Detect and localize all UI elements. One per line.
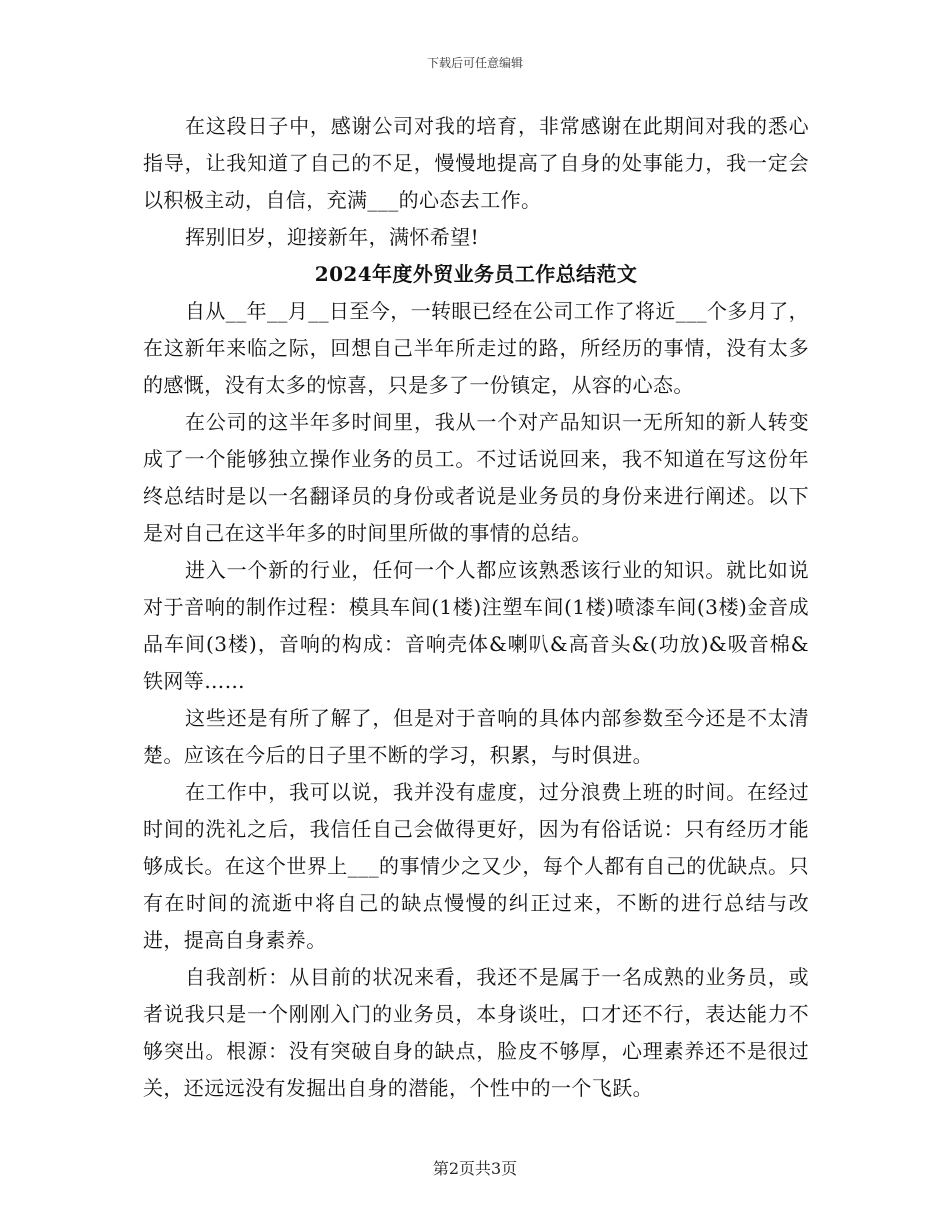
body-paragraph-1: 自从__年__月__日至今，一转眼已经在公司工作了将近___个多月了，在这新年来临之际，回想自己半年所走过的路，所经历的事情，没有太多的感慨，没有太多的惊喜，只是多了一份镇定，从容的心态。: [143, 299, 809, 397]
intro-paragraph-2: 挥别旧岁，迎接新年，满怀希望!: [185, 225, 480, 249]
body-paragraph-4: 这些还是有所了解了，但是对于音响的具体内部参数至今还是不太清楚。应该在今后的日子里不断的学习，积累，与时俱进。: [143, 706, 809, 767]
page-number: 第2页共3页: [432, 1159, 518, 1178]
document-title: 2024年度外贸业务员工作总结范文: [314, 262, 638, 286]
body-paragraph-2: 在公司的这半年多时间里，我从一个对产品知识一无所知的新人转变成了一个能够独立操作业务的员工。不过话说回来，我不知道在写这份年终总结时是以一名翻译员的身份或者说是业务员的身份来进行阐述。以下是对自己在这半年多的时间里所做的事情的总结。: [143, 410, 809, 545]
body-paragraph-3: 进入一个新的行业，任何一个人都应该熟悉该行业的知识。就比如说对于音响的制作过程：模具车间(1楼)注塑车间(1楼)喷漆车间(3楼)金音成品车间(3楼)，音响的构成：音响壳体&喇叭&高音头&(功放)&吸音棉&铁网等……: [143, 558, 809, 693]
document-body: [143, 108, 809, 1107]
page-header-note: 下载后可任意编辑: [426, 56, 523, 70]
intro-paragraph-1: 在这段日子中，感谢公司对我的培育，非常感谢在此期间对我的悉心指导，让我知道了自己的不足，慢慢地提高了自身的处事能力，我一定会以积极主动，自信，充满___的心态去工作。: [143, 114, 809, 212]
body-paragraph-6: 自我剖析：从目前的状况来看，我还不是属于一名成熟的业务员，或者说我只是一个刚刚入门的业务员，本身谈吐，口才还不行，表达能力不够突出。根源：没有突破自身的缺点，脸皮不够厚，心理素养还不是很过关，还远远没有发掘出自身的潜能，个性中的一个飞跃。: [143, 965, 809, 1100]
body-paragraph-5: 在工作中，我可以说，我并没有虚度，过分浪费上班的时间。在经过时间的洗礼之后，我信任自己会做得更好，因为有俗话说：只有经历才能够成长。在这个世界上___的事情少之又少，每个人都有自己的优缺点。只有在时间的流逝中将自己的缺点慢慢的纠正过来，不断的进行总结与改进，提高自身素养。: [143, 780, 809, 952]
